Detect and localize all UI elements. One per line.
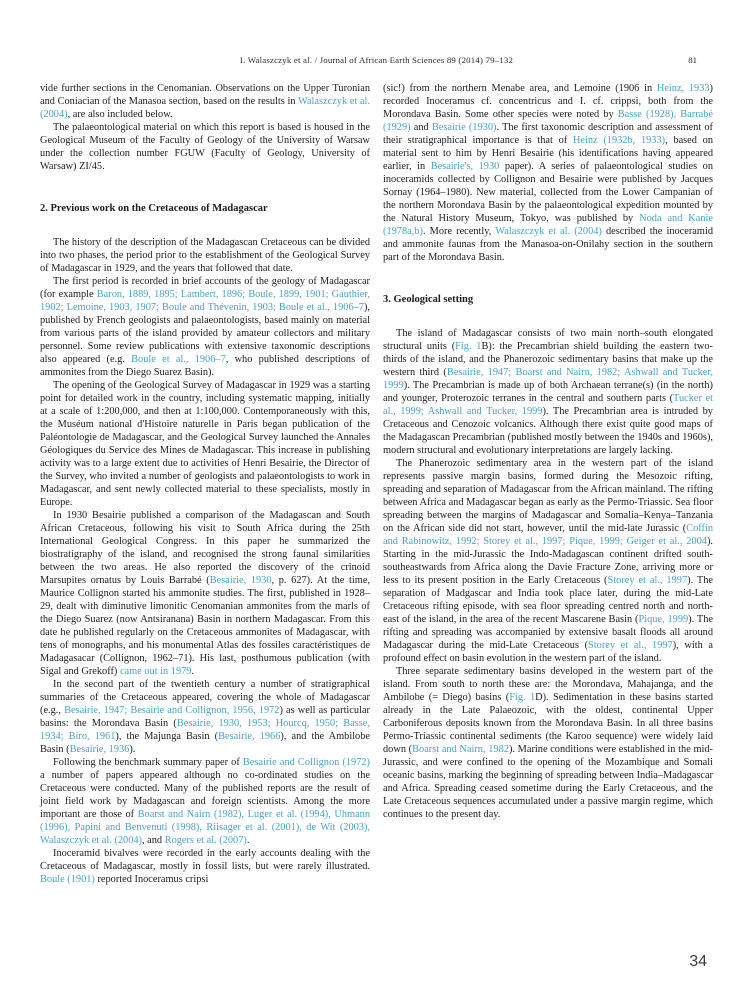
two-column-body <box>40 82 713 886</box>
citation-link[interactable]: Besairie's, 1930 <box>430 161 500 172</box>
citation-link[interactable]: Noda and Kanie (1978a,b) <box>383 213 713 237</box>
citation-link[interactable]: Besairie and Collignon (1972) <box>242 757 370 768</box>
citation-link[interactable]: Coffin and Rabinowitz, 1992; Storey et al., 1997; Pique, 1999; Geiger et al., 2004 <box>383 523 713 547</box>
citation-link[interactable]: came out in 1979 <box>119 666 192 677</box>
paragraph: The palaeontological material on which this report is based is housed in the Geological Museum of the Faculty of Geology of the University of Warsaw under the collection number FGUW (Faculty of Geology, University of Warsaw) ZI/45. <box>40 122 370 172</box>
citation-link[interactable]: Storey et al., 1997 <box>588 640 673 651</box>
paragraph: The opening of the Geological Survey of Madagascar in 1929 was a starting point for detailed work in the country, including systematic mapping, initially at a scale of 1:200,000, and then at 1:100,000. Contemporaneously with this, the Muséum national d'Histoire naturelle in Paris began publication of the Paléontologie de Madagascar, and the Geological Survey launched the Annales Géologiques du Service des Mines de Madagascar. This increase in publishing activity was to a large extent due to activities of Henri Besairie, the Director of the Survey, who invited a number of geologists and palaeontologists to work in Madagascar, and sent newly collected material to these specialists, mostly in Europe. <box>40 380 370 508</box>
right-column <box>383 82 713 886</box>
paragraph: In the second part of the twentieth century a number of stratigraphical summaries of the Cretaceous appeared, covering the whole of Madagascar (e.g., Besairie, 1947; Besairie and Collignon, 1956, 1972) as well as particular basins: the Morondava Basin (Besairie, 1930, 1953; Hourcq, 1950; Basse, 1934; Biro, 1961), the Majunga Basin (Besairie, 1966), and the Ambilobe Basin (Besairie, 1936). <box>40 679 370 755</box>
citation-link[interactable]: Heinz (1932b, 1933) <box>572 135 666 146</box>
citation-link[interactable]: Boule (1901) <box>40 874 95 885</box>
paragraph: Following the benchmark summary paper of Besairie and Collignon (1972) a number of papers appeared although no co-ordinated studies on the Cretaceous were conducted. Many of the published reports are the result of joint field work by Madagascan and foreign scientists. Among the more important are those of Boarst and Nairn (1982), Luger et al. (1994), Uhmann (1996), Papini and Benvenuti (1998), Riisager et al. (2001), de Wit (2003), Walaszczyk et al. (2004), and Rogers et al. (2007). <box>40 757 371 846</box>
citation-link[interactable]: Fig. 1 <box>455 341 482 352</box>
paragraph: The Phanerozoic sedimentary area in the western part of the island represents passive margin basins, formed during the Mesozoic rifting, spreading and separation of Madagascar from the African mainland. The rifting between Africa and Madagascar began as early as the Permo-Triassic. Sea floor spreading between the margins of Madagascar and Somalia–Kenya–Tanzania on the African side did not start, however, until the mid-late Jurassic (Coffin and Rabinowitz, 1992; Storey et al., 1997; Pique, 1999; Geiger et al., 2004). Starting in the mid-Jurassic the Indo-Madagascan continent drifted south-southeastwards from Africa along the Davie Fracture Zone, arriving more or less to its present position in the Early Cretaceous (Storey et al., 1997). The separation of Madgascar and India took place later, during the mid-Late Cretaceous rifting episode, with sea floor spreading centred north and north-east of the island, in the area of the recent Mascarene Basin (Pique, 1999). The rifting and spreading was accompanied by extensive basalt floods all around Madagascar during the mid-Late Cretaceous (Storey et al., 1997), with a profound effect on basin evolution in the western part of the island. <box>383 458 713 664</box>
citation-link[interactable]: Besairie, 1947; Besairie and Collignon, 1956, 1972 <box>64 705 280 716</box>
running-head-title: I. Walaszczyk et al. / Journal of African Earth Sciences 89 (2014) 79–132 <box>239 55 514 65</box>
citation-link[interactable]: Heinz, 1933 <box>656 83 710 94</box>
citation-link[interactable]: Rogers et al. (2007) <box>164 835 247 846</box>
section-heading: 3. Geological setting <box>383 294 474 305</box>
citation-link[interactable]: Besairie (1930) <box>431 122 497 133</box>
citation-link[interactable]: Fig. 1 <box>509 692 536 703</box>
citation-link[interactable]: Baron, 1889, 1895; Lambert, 1896; Boule, 1899, 1901; Gauthier, 1902; Lemoine, 1903, 1907; Boule and Thévenin, 1903; Boule et al., 1906–7 <box>40 289 370 313</box>
citation-link[interactable]: Besairie, 1930, 1953; Hourcq, 1950; Basse, 1934; Biro, 1961 <box>40 718 370 742</box>
running-head <box>40 54 713 66</box>
section-heading: 2. Previous work on the Cretaceous of Madagascar <box>40 203 268 214</box>
citation-link[interactable]: Walaszczyk et al. (2004) <box>40 96 370 120</box>
citation-link[interactable]: Boarst and Nairn (1982), Luger et al. (1994), Uhmann (1996), Papini and Benvenuti (1998), Riisager et al. (2001), de Wit (2003), Walaszczyk et al. (2004) <box>40 809 371 846</box>
citation-link[interactable]: Storey et al., 1997 <box>607 575 688 586</box>
paragraph: The first period is recorded in brief accounts of the geology of Madagascar (for example Baron, 1889, 1895; Lambert, 1896; Boule, 1899, 1901; Gauthier, 1902; Lemoine, 1903, 1907; Boule and Thévenin, 1903; Boule et al., 1906–7), published by French geologists and palaeontologists, based mainly on material from various parts of the island provided by amateur collectors and military personnel. Some review publications with extensive taxonomic descriptions also appeared (e.g. Boule et al., 1906–7, who published descriptions of ammonites from the Diego Suarez Basin). <box>40 276 370 378</box>
citation-link[interactable]: Tucker et al., 1999; Ashwall and Tucker, 1999 <box>383 393 713 417</box>
citation-link[interactable]: Pique, 1999 <box>638 614 689 625</box>
citation-link[interactable]: Besairie, 1930 <box>209 575 272 586</box>
paragraph: Three separate sedimentary basins developed in the western part of the island. From south to north these are: the Morondava, Mahajanga, and the Ambilobe (= Diego) basins (Fig. 1D). Sedimentation in these basins started already in the Late Palaeozoic, with the oldest, continental Upper Carboniferous deposits known from the Morondava Basin. In all three basins Permo-Triassic continental sediments (the Karoo sequence) were widely laid down (Boarst and Nairn, 1982). Marine conditions were established in the mid-Jurassic, and were confined to the opening of the Mozambique and Somali oceanic basins, marking the beginning of spreading between India–Madagascar and Africa. Spreading ceased sometime during the Early Cretaceous, and the Late Cretaceous sequences accumulated under a passive margin regime, which continues to the present day. <box>383 666 714 820</box>
journal-page-number: 81 <box>688 55 697 65</box>
paragraph: vide further sections in the Cenomanian. Observations on the Upper Turonian and Coniacian of the Manasoa section, based on the results in Walaszczyk et al. (2004), are also included below. <box>40 83 370 120</box>
citation-link[interactable]: Boarst and Nairn, 1982 <box>412 744 509 755</box>
paragraph: (sic!) from the northern Menabe area, and Lemoine (1906 in Heinz, 1933) recorded Inoceramus cf. concentricus and I. cf. crippsi, both from the Morondava Basin. Some other species were noted by Basse (1928), Barrabé (1929) and Besairie (1930). The first taxonomic description and assessment of their stratigraphical importance is that of Heinz (1932b, 1933), based on material sent to him by Henri Besairie (his identifications having appeared earlier, in Besairie's, 1930 paper). A series of palaeontological studies on inoceramids collected by Collignon and Besairie were published by Jacques Sornay (1964–1980). New material, collected from the Lower Campanian of the northern Morondava Basin by the palaeontological expedition mounted by the Natural History Museum, Tokyo, was published by Noda and Kanie (1978a,b). More recently, Walaszczyk et al. (2004) described the inoceramid and ammonite faunas from the Manasoa-on-Onilahy section in the southern part of the Morondava Basin. <box>383 83 713 263</box>
paragraph: The history of the description of the Madagascan Cretaceous can be divided into two phases, the period prior to the establishment of the Geological Survey of Madagascar in 1929, and the years that followed that date. <box>40 237 370 274</box>
left-column <box>40 82 370 886</box>
citation-link[interactable]: Boule et al., 1906–7 <box>131 354 226 365</box>
citation-link[interactable]: Walaszczyk et al. (2004) <box>495 226 602 237</box>
paragraph: Inoceramid bivalves were recorded in the early accounts dealing with the Cretaceous of Madagascar, mostly in fossil lists, but were rarely illustrated. Boule (1901) reported Inoceramus cripsi <box>40 848 370 885</box>
paragraph: In 1930 Besairie published a comparison of the Madagascan and South African Cretaceous, following his visit to South Africa during the 25th International Geological Congress. In this paper he summarized the biostratigraphy of the island, and recognised the strong faunal similarities between the two areas. He also reported the discovery of the crinoid Marsupites ornatus by Louis Barrabé (Besairie, 1930, p. 627). At the time, Maurice Collignon started his ammonite studies. The first, published in 1928–29, dealt with diminutive limonitic Cenomanian ammonites from the marls of the Diego Suarez (now Antsiranana) Basin in northern Madagascar. From this date he published regularly on the Cretaceous ammonites of Madagascar, with tens of monographs, and his monumental Atlas des fossiles caractéristiques de Madagasacar (Collignon, 1962–71). His last, posthumous publication (with Sigal and Grekoff) came out in 1979. <box>40 510 371 677</box>
scan-page-number: 34 <box>689 953 707 970</box>
citation-link[interactable]: Besairie, 1966 <box>218 731 281 742</box>
citation-link[interactable]: Basse (1928), Barrabé (1929) <box>383 109 713 133</box>
citation-link[interactable]: Besairie, 1936 <box>69 744 130 755</box>
citation-link[interactable]: Besairie, 1947; Boarst and Nairn, 1982; Ashwall and Tucker, 1999 <box>383 367 713 391</box>
paragraph: The island of Madagascar consists of two main north–south elongated structural units (Fig. 1B): the Precambrian shield building the eastern two-thirds of the island, and the Phanerozoic sedimentary basins that make up the western third (Besairie, 1947; Boarst and Nairn, 1982; Ashwall and Tucker, 1999). The Precambrian is made up of both Archaean terrane(s) (in the north) and younger, Proterozoic terranes in the central and southern parts (Tucker et al., 1999; Ashwall and Tucker, 1999). The Precambrian area is intruded by Cretaceous and Cenozoic volcanics. Although there exist quite good maps of the Madagascan Precambrian (published mostly between the 1940s and 1960s), modern structural and evolutionary interpretations are largely lacking. <box>383 328 713 456</box>
